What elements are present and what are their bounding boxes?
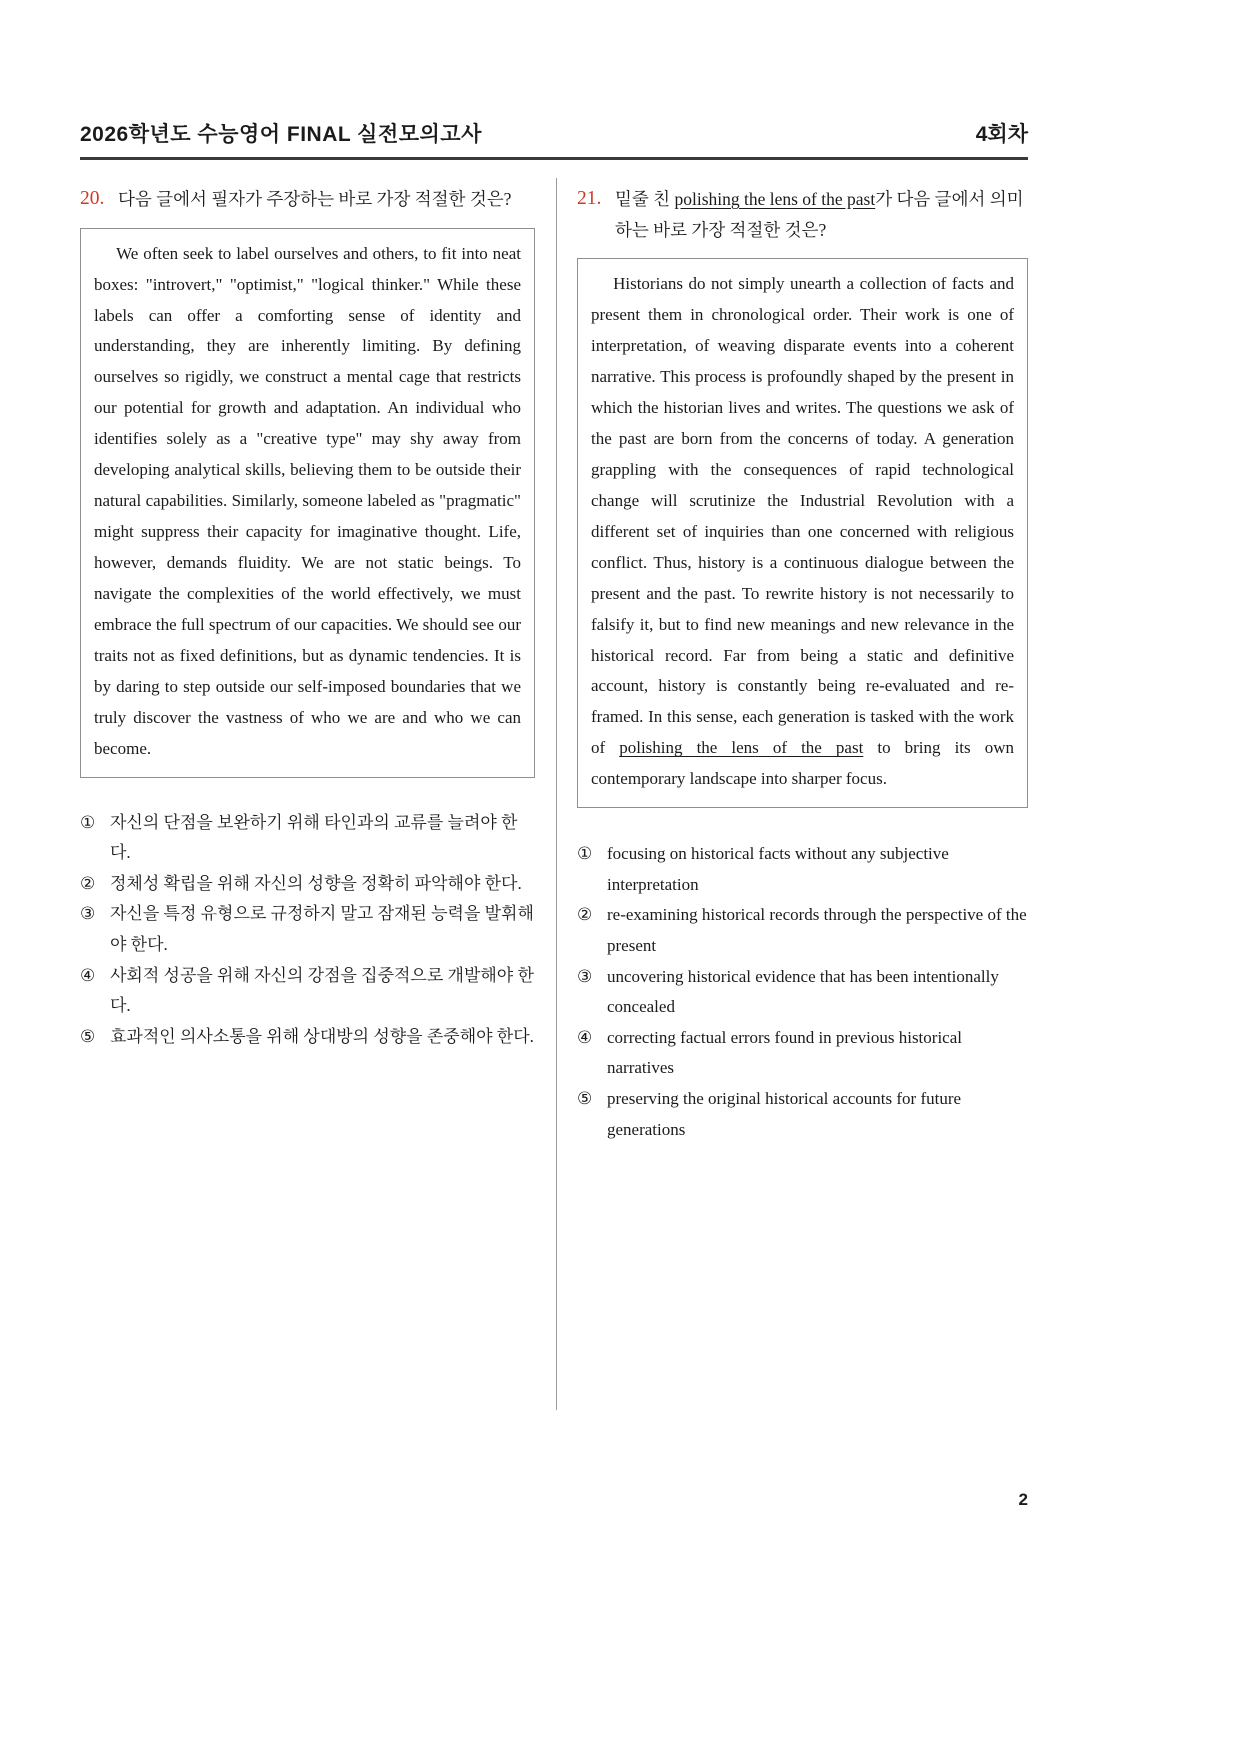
choice-text: 효과적인 의사소통을 위해 상대방의 성향을 존중해야 한다. bbox=[110, 1026, 534, 1046]
question-21-number: 21. bbox=[577, 188, 602, 209]
choice-item bbox=[80, 1022, 535, 1053]
choice-marker: ④ bbox=[577, 1027, 593, 1047]
two-column-layout bbox=[80, 184, 1028, 1145]
choice-marker: ① bbox=[577, 844, 593, 864]
left-column bbox=[80, 184, 535, 1052]
choice-marker: ① bbox=[80, 812, 96, 832]
exam-round-label: 4회차 bbox=[975, 123, 1028, 146]
passage-underlined-phrase: polishing the lens of the past bbox=[619, 738, 864, 758]
question-21-passage bbox=[591, 269, 1014, 795]
passage-part-2: to bring its own contemporary landscape into sharper focus. bbox=[591, 738, 1014, 789]
page-header bbox=[80, 0, 1028, 160]
choice-text: re-examining historical records through the perspective of the present bbox=[607, 905, 1027, 955]
choice-text: uncovering historical evidence that has been intentionally concealed bbox=[607, 966, 999, 1017]
question-20-header bbox=[80, 184, 535, 215]
exam-page bbox=[80, 0, 1028, 1145]
question-20-prompt: 다음 글에서 필자가 주장하는 바로 가장 적절한 것은? bbox=[118, 189, 512, 209]
page-number: 2 bbox=[1018, 1490, 1028, 1509]
choice-text: 자신을 특정 유형으로 규정하지 말고 잠재된 능력을 발휘해야 한다. bbox=[110, 904, 534, 954]
choice-text: preserving the original historical accounts for future generations bbox=[607, 1088, 962, 1139]
choice-item bbox=[80, 808, 535, 869]
choice-text: 정체성 확립을 위해 자신의 성향을 정확히 파악해야 한다. bbox=[110, 873, 522, 893]
question-20-passage: We often seek to label ourselves and others, to fit into neat boxes: "introvert," "optimist," "logical thinker." While these labels can offer a comforting sense of identity and understanding, they are inherently limiting. By defining ourselves so rigidly, we construct a mental cage that restricts our potential for growth and adaptation. An individual who identifies solely as a "creative type" may shy away from developing analytical skills, believing them to be outside their natural capabilities. Similarly, someone labeled as "pragmatic" might suppress their capacity for imaginative thought. Life, however, demands fluidity. We are not static beings. To navigate the complexities of the world effectively, we must embrace the full spectrum of our capacities. We should see our traits not as fixed definitions, but as dynamic tendencies. It is by daring to step outside our self-imposed boundaries that we truly discover the vastness of who we are and who we can become. bbox=[94, 243, 521, 758]
choice-item bbox=[80, 899, 535, 960]
choice-item bbox=[80, 961, 535, 1022]
choice-text: 사회적 성공을 위해 자신의 강점을 집중적으로 개발해야 한다. bbox=[110, 965, 534, 1016]
choice-item bbox=[577, 900, 1028, 961]
exam-title: 2026학년도 수능영어 FINAL 실전모의고사 bbox=[80, 123, 482, 146]
column-divider-line bbox=[556, 178, 557, 1410]
choice-marker: ⑤ bbox=[577, 1088, 593, 1108]
choice-item bbox=[577, 1084, 1028, 1145]
choice-marker: ② bbox=[80, 873, 96, 893]
right-column bbox=[577, 184, 1028, 1145]
question-20-choices bbox=[80, 808, 535, 1053]
choice-item bbox=[577, 1023, 1028, 1084]
choice-marker: ③ bbox=[577, 966, 593, 986]
choice-marker: ④ bbox=[80, 965, 96, 985]
passage-part-1: Historians do not simply unearth a collection of facts and present them in chronological order. Their work is one of interpretation, of weaving disparate events into a coherent narrative. This process is profoundly shaped by the present in which the historian lives and writes. The questions we ask of the past are born from the concerns of today. A generation grappling with the consequences of rapid technological change will scrutinize the Industrial Revolution with a different set of inquiries than one concerned with religious conflict. Thus, history is a continuous dialogue between the present and the past. To rewrite history is not necessarily to falsify it, but to find new meanings and new relevance in the historical record. Far from being a static and definitive account, history is constantly being re-evaluated and re-framed. In this sense, each generation is tasked with the work of bbox=[591, 274, 1014, 758]
choice-text: 자신의 단점을 보완하기 위해 타인과의 교류를 늘려야 한다. bbox=[110, 812, 518, 863]
choice-text: focusing on historical facts without any subjective interpretation bbox=[607, 844, 949, 894]
choice-item bbox=[577, 962, 1028, 1023]
question-21-passage-box bbox=[577, 258, 1028, 808]
question-20-passage-box bbox=[80, 228, 535, 778]
prompt-underlined-phrase: polishing the lens of the past bbox=[674, 189, 876, 209]
choice-marker: ② bbox=[577, 905, 593, 925]
question-21-choices bbox=[577, 839, 1028, 1145]
question-21-header bbox=[577, 184, 1028, 245]
choice-item bbox=[80, 869, 535, 900]
choice-marker: ⑤ bbox=[80, 1026, 96, 1046]
choice-text: correcting factual errors found in previous historical narratives bbox=[607, 1027, 962, 1078]
prompt-prefix: 밑줄 친 bbox=[615, 189, 675, 209]
question-20-number: 20. bbox=[80, 188, 105, 209]
choice-marker: ③ bbox=[80, 904, 96, 924]
prompt-suffix: 가 다음 글에서 의미하는 바로 가장 적절한 것은? bbox=[615, 189, 1024, 240]
choice-item bbox=[577, 839, 1028, 900]
question-21-prompt bbox=[615, 184, 1028, 245]
